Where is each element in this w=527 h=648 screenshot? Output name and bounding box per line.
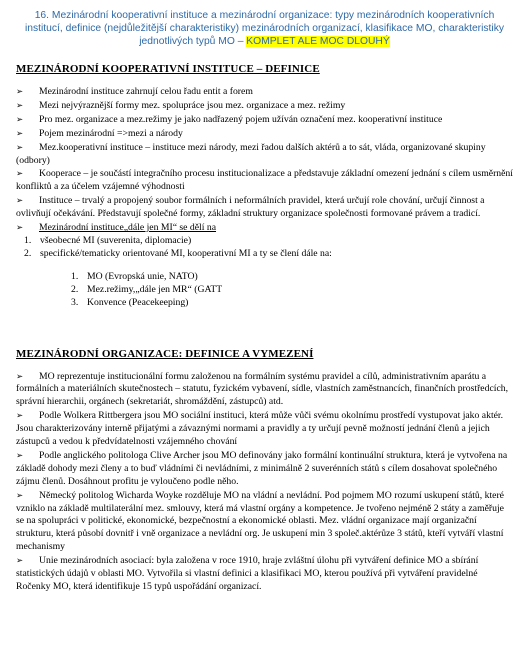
bullet-item: ➢ Podle anglického politologa Clive Archer jsou MO definovány jako formální kontinuální struktura, která je vytvořena na základě dohody mezi členy a to buď vládními či nevládními, z minimálně 2 suverénních států s cílem dosahovat společného zájmu členů. Dosáhnout profitu je vyloučeno podle něho. — [16, 449, 508, 487]
arrowhead-bullet-icon: ➢ — [16, 86, 24, 96]
arrowhead-bullet-icon: ➢ — [16, 449, 24, 460]
arrowhead-bullet-icon: ➢ — [16, 555, 24, 566]
sub-numbered-item: 1. MO (Evropská unie, NATO) — [71, 270, 198, 282]
arrowhead-bullet-icon: ➢ — [16, 370, 24, 381]
bullet-item: ➢ Kooperace – je součástí integračního procesu institucionalizace a představuje základní omezení jednání s cílem usměrnění konfliktů a za účelem vzájemné výhodnosti — [16, 168, 513, 193]
bullet-item: ➢ Mezi nejvýraznější formy mez. spolupráce jsou mez. organizace a mez. režimy — [16, 99, 346, 111]
arrowhead-bullet-icon: ➢ — [16, 168, 24, 179]
bullet-item: ➢ Unie mezinárodních asociací: byla založena v roce 1910, hraje zvláštní úlohu při vytváření definice MO a sbírání statistických údajů v oblasti MO. Vytvořila si vlastní definici a klasifikaci MO, kterou používá při vytváření pravidelné Ročenky MO, která identifikuje 15 typů uspořádání organizací. — [16, 555, 479, 592]
sub-numbered-item: 2. Mez.režimy,„dále jen MR“ (GATT — [71, 283, 223, 295]
arrowhead-bullet-icon: ➢ — [16, 113, 24, 124]
bullet-item: ➢ Pojem mezinárodní =>mezi a národy — [16, 127, 183, 139]
bullet-item: ➢ MO reprezentuje institucionální formu založenou na formálním systému pravidel a cílů, administrativním aparátu a formálních a materiálních skutečnostech – statutu, fyzickém vybavení, sídle, vlastních zaměstnancích, finančních prostředcích, správní hierarchii, orgánech (sekretariát, shromáždění, zástupců) atd. — [16, 370, 509, 408]
arrowhead-bullet-icon: ➢ — [16, 141, 24, 152]
numbered-item: 2. specifické/tematicky orientované MI, kooperativní MI a ty se člení dále na: — [24, 247, 332, 259]
title-highlight: KOMPLET ALE MOC DLOUHÝ — [246, 36, 390, 47]
arrowhead-bullet-icon: ➢ — [16, 410, 24, 421]
bullet-item: ➢ Německý politolog Wicharda Woyke rozděluje MO na vládní a nevládní. Pod pojmem MO rozumí uskupení států, které vzniklo na základě multilaterální mez. smlouvy, která má vlastní orgány a kompetence. Je tvořeno nejméně 2 státy a zaměřuje se na spolupráci v politické, ekonomické, bezpečnostní a ekonomické oblasti. Mez. vládní organizace mají organizační strukturu, která působí dovnitř i vně organizace a nevládní org. Je uskupení min 3 společ.aktérůze 3 států, kteří vytváří vlastní mechanismy — [16, 489, 504, 553]
document-title — [16, 9, 513, 48]
arrowhead-bullet-icon: ➢ — [16, 127, 24, 138]
section-heading-institutions: MEZINÁRODNÍ KOOPERATIVNÍ INSTITUCE – DEFINICE — [16, 63, 320, 75]
document-page — [0, 9, 527, 648]
numbered-item: 1. všeobecné MI (suverenita, diplomacie) — [24, 234, 192, 246]
title-text: 16. Mezinárodní kooperativní instituce a mezinárodní organizace: typy mezinárodních kooperativních institucí, definice (nejdůležitější charakteristiky) mezinárodních organizací, klasifikace MO, charakteristiky jednotlivých typů MO – — [25, 10, 504, 47]
sub-numbered-item: 3. Konvence (Peacekeeping) — [71, 296, 189, 308]
arrowhead-bullet-icon: ➢ — [16, 489, 24, 500]
bullet-item: ➢ Mezinárodní instituce„dále jen MI“ se dělí na — [16, 222, 217, 234]
arrowhead-bullet-icon: ➢ — [16, 99, 24, 110]
section-heading-organizations: MEZINÁRODNÍ ORGANIZACE: DEFINICE A VYMEZENÍ — [16, 347, 314, 360]
bullet-item: ➢ Mez.kooperativní instituce – instituce mezi národy, mezi řadou dalších aktérů a to sát, vláda, organizované skupiny (odbory) — [16, 141, 486, 166]
bullet-item: ➢ Podle Wolkera Rittbergera jsou MO sociální instituci, která může vůči svému okolnímu prostředí vystupovat jako aktér. Jsou charakterizovány interně přijatými a závaznými normami a pravidly a ty určují pevně možností jednání členů a jejich zástupců a vedou k předvídatelnosti vzájemného chování — [16, 410, 504, 448]
bullet-item: ➢ Instituce – trvalý a propojený soubor formálních i neformálních pravidel, která určují role chování, určují činnost a ovlivňují očekávání. Představují společné formy, základní struktury organizace společnosti formované právem a tradicí. — [16, 195, 485, 220]
bullet-item: ➢ Mezinárodní instituce zahrnují celou řadu entit a forem — [16, 86, 253, 97]
bullet-item: ➢ Pro mez. organizace a mez.režimy je jako nadřazený pojem užíván označení mez. kooperativní instituce — [16, 113, 443, 125]
arrowhead-bullet-icon: ➢ — [16, 222, 24, 233]
arrowhead-bullet-icon: ➢ — [16, 195, 24, 206]
